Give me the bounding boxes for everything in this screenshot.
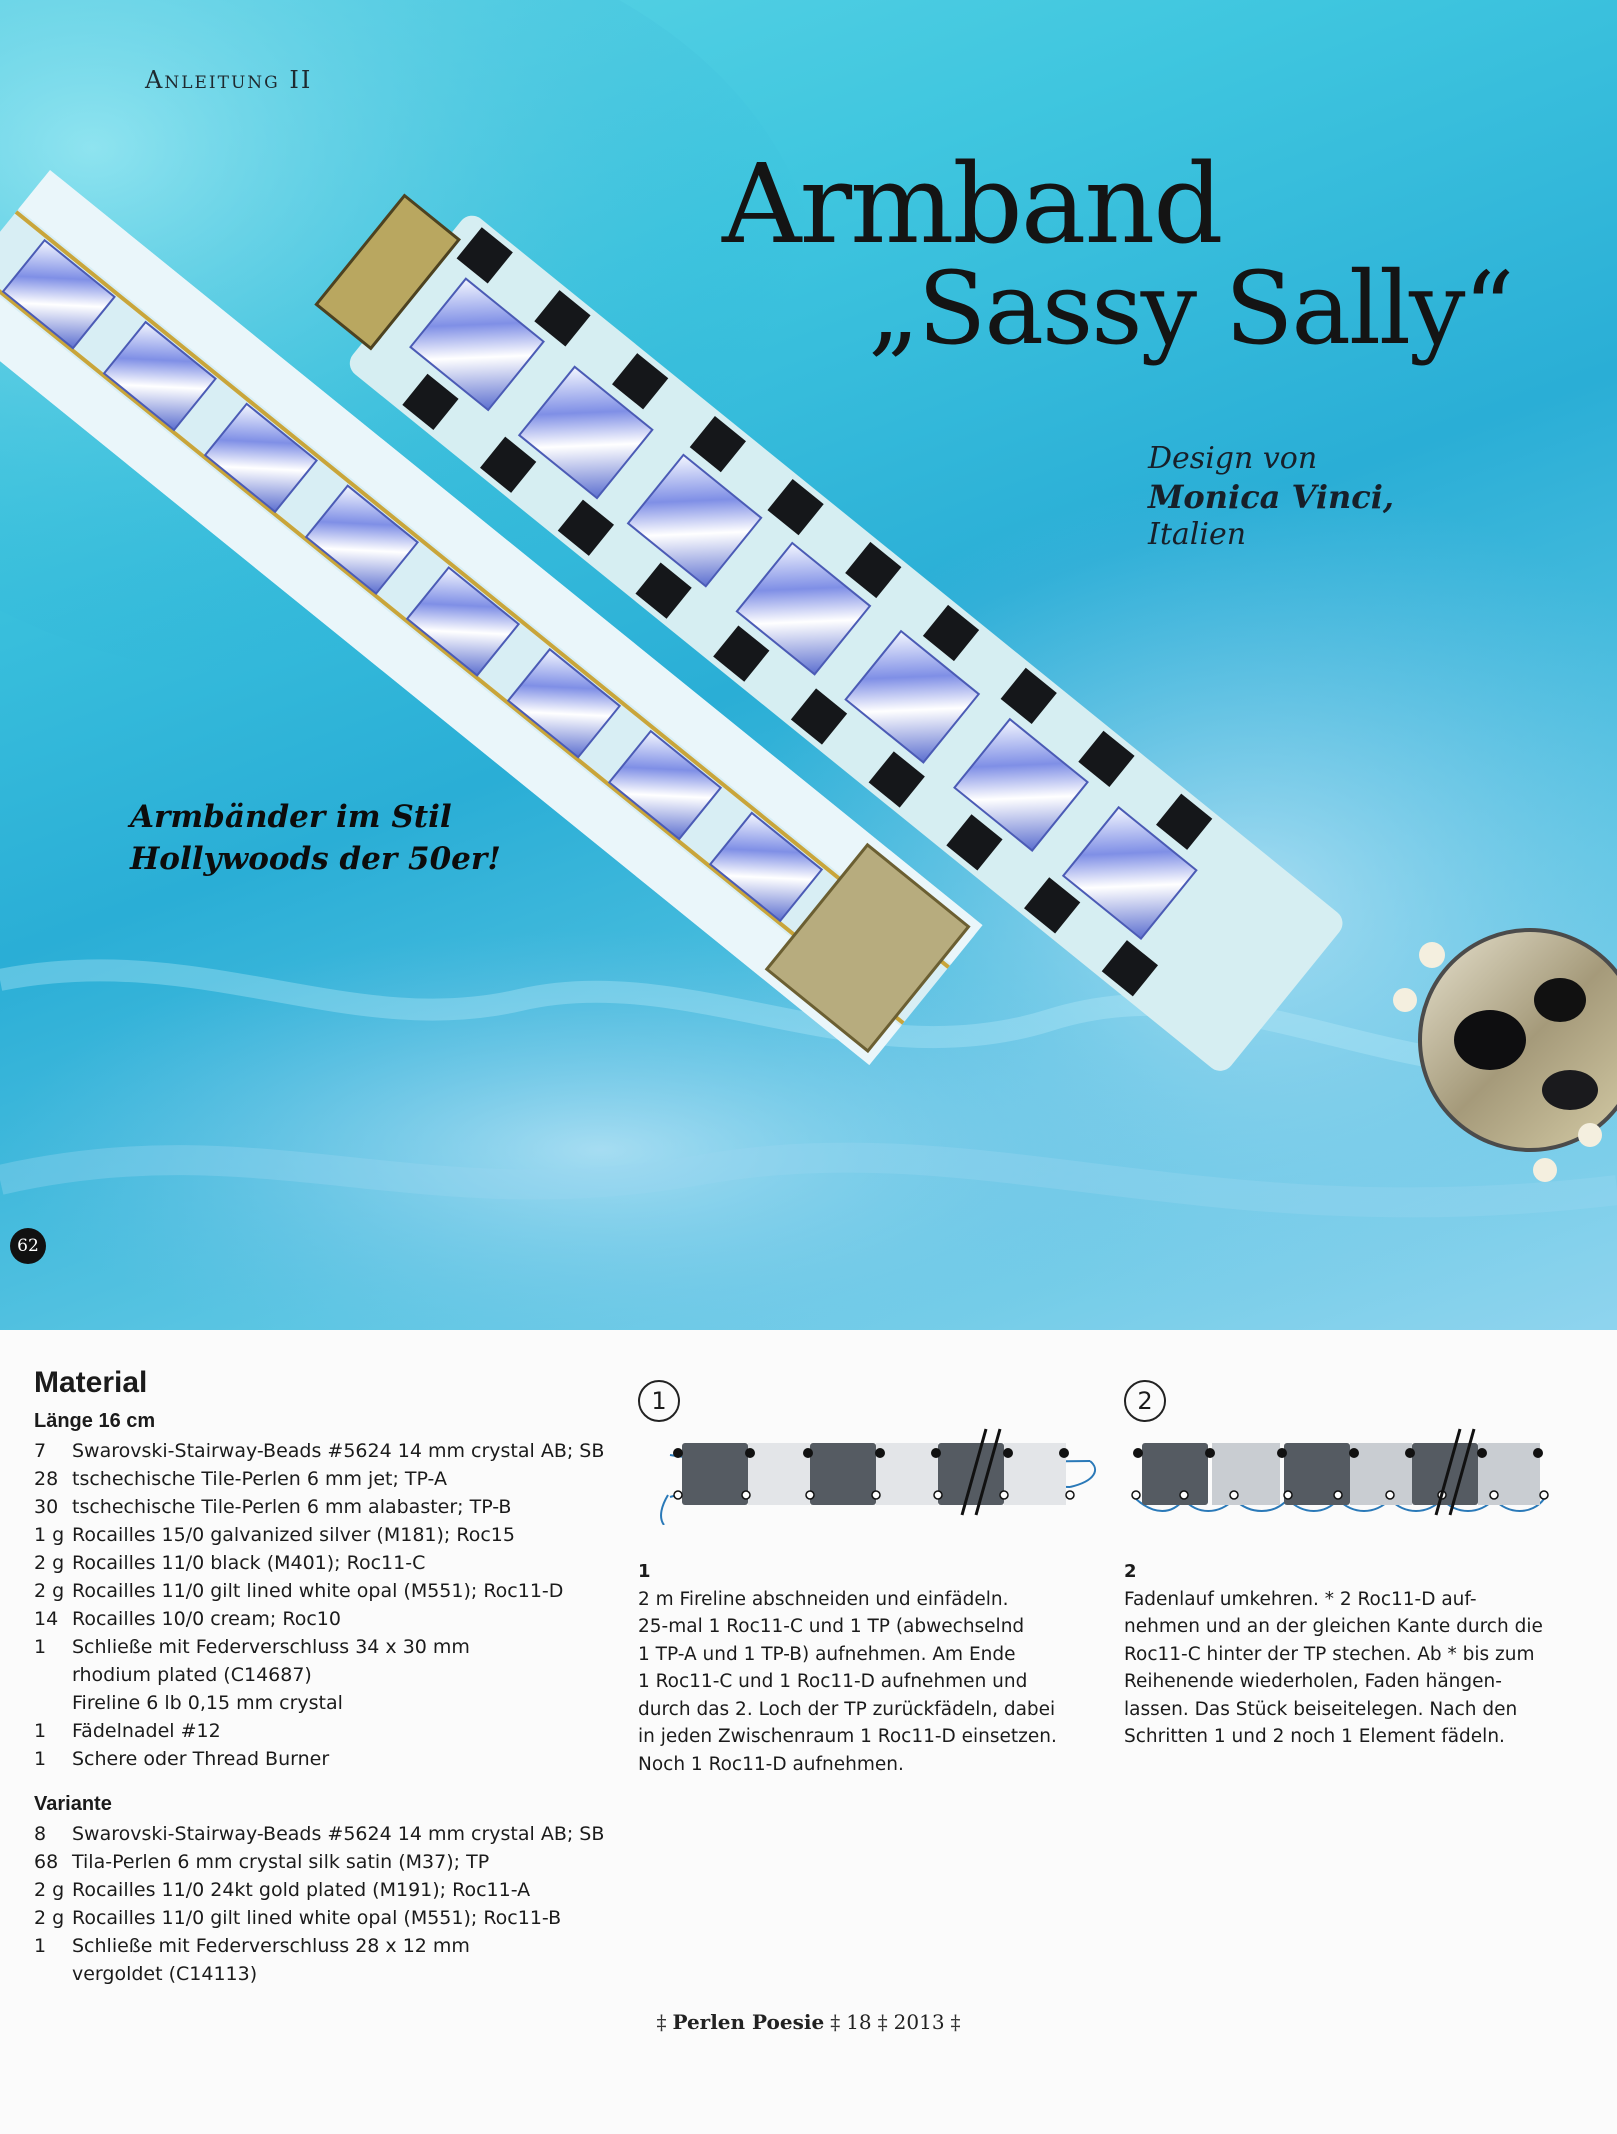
designer-name: Monica Vinci, [1148,478,1395,516]
list-item: vergoldet (C14113) [72,1963,258,1985]
title-line-1: Armband [722,140,1222,268]
step-2-circle: 2 [1124,1380,1166,1422]
step-1-line: 1 Roc11-C und 1 Roc11-D aufnehmen und [638,1671,1028,1692]
list-item: rhodium plated (C14687) [72,1664,312,1686]
list-item: 8 Swarovski-Stairway-Beads #5624 14 mm crystal AB; SB [34,1823,605,1845]
step-2-line: Roc11-C hinter der TP stechen. Ab * bis zum [1124,1643,1535,1665]
step-2-line: nehmen und an der gleichen Kante durch die [1124,1616,1543,1637]
page-number-badge: 62 [10,1228,46,1264]
step-2-line: Reihenende wiederholen, Faden hängen- [1124,1671,1502,1692]
step-1-line: 1 TP-A und 1 TP-B) aufnehmen. Am Ende [638,1643,1016,1665]
section-kicker: Anleitung II [145,66,313,94]
material-list [34,1437,634,1773]
step-2-line: Schritten 1 und 2 noch 1 Element fädeln. [1124,1726,1505,1747]
title-line-2: „Sassy Sally“ [868,250,1513,367]
tagline-line-1: Armbänder im Stil [130,799,452,835]
list-item: 1 Schließe mit Federverschluss 28 x 12 mm [34,1935,470,1957]
step-1-circle: 1 [638,1380,680,1422]
list-item: 2 g Rocailles 11/0 gilt lined white opal (M551); Roc11-B [34,1907,562,1929]
issue-number: 18 [846,2010,872,2034]
step-1-line: 2 m Fireline abschneiden und einfädeln. [638,1588,1009,1610]
list-item: 28 tschechische Tile-Perlen 6 mm jet; TP-A [34,1468,447,1490]
list-item: 1 g Rocailles 15/0 galvanized silver (M181); Roc15 [34,1524,515,1546]
issue-year: 2013 [893,2010,945,2034]
list-item: 1 Schließe mit Federverschluss 34 x 30 mm [34,1636,470,1658]
step-1-line: durch das 2. Loch der TP zurückfädeln, dabei [638,1698,1056,1720]
tagline [130,796,501,880]
list-item: 30 tschechische Tile-Perlen 6 mm alabaster; TP-B [34,1496,512,1518]
ornament-icon: ‡ [656,2010,667,2034]
variant-heading: Variante [34,1793,112,1815]
step-1-number: 1 [638,1561,651,1582]
step-1-line: 25-mal 1 Roc11-C und 1 TP (abwechselnd [638,1616,1025,1637]
tagline-line-2: Hollywoods der 50er! [130,841,501,877]
step-1-text [638,1558,1057,1778]
ornament-icon: ‡ [877,2010,888,2034]
step-2-text [1124,1558,1543,1751]
step-2-number: 2 [1124,1561,1137,1582]
page-footer [0,2010,1617,2034]
list-item: 14 Rocailles 10/0 cream; Roc10 [34,1608,341,1630]
step-1-line: in jeden Zwischenraum 1 Roc11-D einsetzen. [638,1726,1057,1747]
list-item: 1 Fädelnadel #12 [34,1720,221,1742]
list-item: 68 Tila-Perlen 6 mm crystal silk satin (M37); TP [34,1851,490,1873]
designer-country: Italien [1148,517,1247,552]
list-item: 2 g Rocailles 11/0 gilt lined white opal (M551); Roc11-D [34,1580,564,1602]
step-2-diagram [1124,1425,1574,1525]
step-1-diagram [650,1425,1100,1525]
ornament-icon: ‡ [830,2010,841,2034]
list-item: 7 Swarovski-Stairway-Beads #5624 14 mm crystal AB; SB [34,1440,605,1462]
variant-list [34,1820,634,1988]
credit-prefix: Design von [1148,441,1318,476]
step-1-line: Noch 1 Roc11-D aufnehmen. [638,1753,904,1775]
step-2-line: Fadenlauf umkehren. * 2 Roc11-D auf- [1124,1588,1477,1610]
length-heading: Länge 16 cm [34,1410,156,1432]
magazine-name: Perlen Poesie [672,2010,825,2034]
list-item: 1 Schere oder Thread Burner [34,1748,330,1770]
material-heading: Material [34,1366,148,1399]
ornament-icon: ‡ [950,2010,961,2034]
step-2-line: lassen. Das Stück beiseitelegen. Nach den [1124,1698,1518,1720]
list-item: 2 g Rocailles 11/0 black (M401); Roc11-C [34,1552,426,1574]
list-item: 2 g Rocailles 11/0 24kt gold plated (M191); Roc11-A [34,1879,531,1901]
list-item: Fireline 6 lb 0,15 mm crystal [72,1692,343,1714]
material-section [34,1366,634,1988]
designer-credit [1148,440,1394,554]
